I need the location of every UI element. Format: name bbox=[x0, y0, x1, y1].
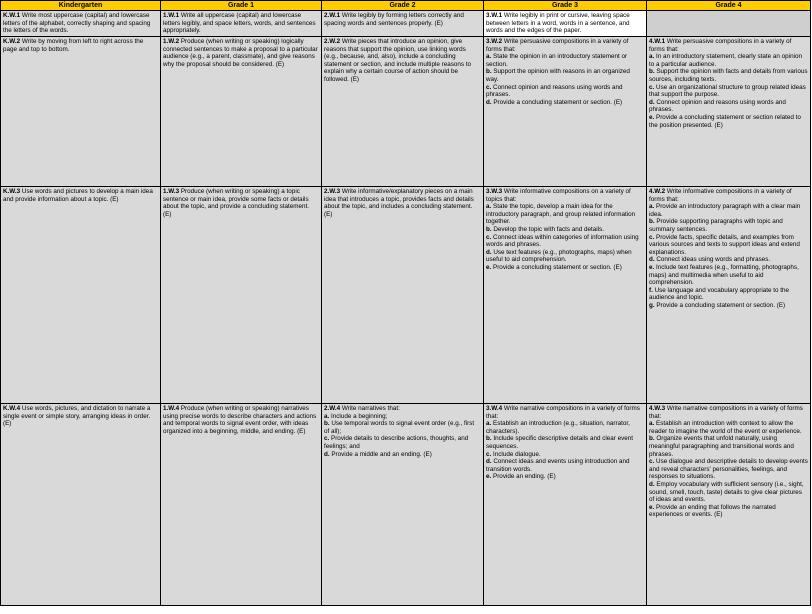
standard-text: Write narrative compositions in a variety of forms that: bbox=[486, 405, 640, 420]
cell-grade-4 bbox=[647, 404, 811, 606]
sub-item bbox=[649, 53, 808, 68]
sub-item-text: Provide a concluding statement or section. (E) bbox=[491, 263, 622, 271]
sub-item bbox=[649, 203, 808, 218]
standard-text: Write legibly in print or cursive, leaving space between letters in a word, words in a sentence, and words and the edges of the paper. bbox=[486, 12, 630, 35]
header-row bbox=[1, 1, 811, 11]
sub-item bbox=[649, 234, 808, 257]
sub-item bbox=[486, 203, 644, 226]
sub-item-text: Organize events that unfold naturally, using meaningful paragraphing and transitional words and phrases. bbox=[649, 435, 794, 458]
standard-text: Write informative/explanatory pieces on a main idea that introduces a topic, provides facts and details about the topic, and includes a concluding statement. (E) bbox=[324, 188, 474, 218]
sub-item bbox=[486, 53, 644, 68]
sub-item bbox=[486, 264, 644, 272]
sub-item bbox=[649, 68, 808, 83]
header-grade-2: Grade 2 bbox=[322, 1, 484, 11]
sub-item bbox=[324, 451, 481, 459]
sub-item-label: a. bbox=[486, 53, 492, 61]
sub-item-text: Include dialogue. bbox=[491, 450, 541, 458]
sub-item-label: d. bbox=[486, 458, 492, 466]
standard-code: 3.W.2 bbox=[486, 38, 503, 45]
standard-code: 2.W.3 bbox=[324, 188, 341, 195]
standard-code: 3.W.4 bbox=[486, 405, 503, 412]
sub-item-text: Provide a concluding statement or section related to the position presented. (E) bbox=[649, 113, 801, 129]
sub-item-text: Use language and vocabulary appropriate to the audience and topic. bbox=[649, 286, 790, 302]
sub-item-text: Use text features (e.g., photographs, maps) when useful to aid comprehension. bbox=[486, 248, 632, 264]
sub-item-label: b. bbox=[486, 435, 492, 443]
table-row bbox=[1, 11, 811, 37]
sub-item-label: c. bbox=[486, 450, 492, 458]
cell-grade-3 bbox=[484, 404, 647, 606]
sub-item-label: a. bbox=[324, 412, 330, 420]
standard-text: Write persuasive compositions in a variety of forms that: bbox=[486, 38, 629, 53]
standard-text: Write all uppercase (capital) and lowercase letters legibly, and space letters, words, and sentences appropriately. bbox=[163, 12, 316, 35]
sub-item-text: Employ vocabulary with sufficient sensory (i.e., sight, sound, smell, touch, taste) details to give clear pictures of ideas and events. bbox=[649, 480, 804, 504]
sub-item-text: Connect opinion and reasons using words and phrases. bbox=[649, 98, 786, 114]
sub-item-text: Develop the topic with facts and details. bbox=[491, 225, 604, 233]
standard-code: 1.W.2 bbox=[163, 38, 180, 45]
sub-item bbox=[486, 451, 644, 459]
sub-item-text: Connect ideas and events using introduction and transition words. bbox=[486, 458, 630, 473]
standard-code: 3.W.1 bbox=[486, 12, 503, 19]
sub-item-label: a. bbox=[649, 420, 655, 428]
sub-item-text: Include a beginning; bbox=[329, 412, 388, 420]
sub-item-label: d. bbox=[324, 450, 330, 458]
standard-text: Produce (when writing or speaking) logically connected sentences to make a proposal to a particular audience (e.g., a parent, classmate), and give reasons why the proposal should be considered. (E) bbox=[163, 38, 318, 68]
sub-item bbox=[486, 420, 644, 435]
standard-code: 1.W.3 bbox=[163, 188, 180, 195]
cell-kindergarten bbox=[1, 404, 161, 606]
sub-item bbox=[486, 226, 644, 234]
sub-item bbox=[649, 114, 808, 129]
sub-item-label: b. bbox=[649, 68, 655, 76]
sub-item-text: Provide an ending that follows the narrated experiences or events. (E) bbox=[649, 503, 776, 519]
sub-item-text: Establish an introduction with context to allow the reader to imagine the world of the event or experience. bbox=[649, 420, 802, 435]
cell-grade-2 bbox=[322, 37, 484, 187]
cell-grade-2 bbox=[322, 404, 484, 606]
sub-item bbox=[649, 264, 808, 287]
sub-item-label: a. bbox=[486, 203, 492, 211]
sub-item-label: c. bbox=[649, 83, 655, 91]
standard-code: K.W.3 bbox=[3, 188, 21, 195]
sub-item-text: Provide an introductory paragraph with a clear main idea. bbox=[649, 203, 801, 218]
sub-item-text: Connect opinion and reasons using words and phrases. bbox=[486, 83, 623, 99]
standard-text: Write informative compositions in a variety of forms that: bbox=[649, 188, 792, 203]
sub-item-text: Provide facts, specific details, and examples from various sources and texts to support ideas and extend explanations. bbox=[649, 233, 800, 256]
sub-item bbox=[649, 287, 808, 302]
sub-item bbox=[649, 435, 808, 458]
sub-item-label: e. bbox=[649, 263, 655, 271]
standard-text: Write informative compositions on a variety of topics that: bbox=[486, 188, 631, 203]
cell-grade-3 bbox=[484, 11, 647, 37]
standard-text: Write persuasive compositions in a variety of forms that: bbox=[649, 38, 792, 53]
sub-item-label: g. bbox=[649, 301, 655, 309]
sub-item-text: Provide a middle and an ending. (E) bbox=[329, 450, 432, 458]
standard-code: 1.W.4 bbox=[163, 405, 180, 412]
table-row bbox=[1, 37, 811, 187]
sub-item-label: c. bbox=[486, 233, 492, 241]
sub-item-text: Use an organizational structure to group related ideas that support the purpose. bbox=[649, 83, 806, 99]
sub-item bbox=[649, 218, 808, 233]
sub-item-label: c. bbox=[324, 435, 330, 443]
sub-item bbox=[486, 99, 644, 107]
table-row bbox=[1, 187, 811, 404]
sub-item-label: b. bbox=[486, 68, 492, 76]
standard-text: Write most uppercase (capital) and lowercase letters of the alphabet, correctly shaping and spacing the letters of the words. bbox=[3, 12, 151, 35]
standard-code: 4.W.2 bbox=[649, 188, 666, 195]
sub-item-label: c. bbox=[649, 458, 655, 466]
sub-item-text: Provide supporting paragraphs with topic and summary sentences. bbox=[649, 218, 783, 233]
sub-item-label: d. bbox=[486, 248, 492, 256]
cell-kindergarten bbox=[1, 11, 161, 37]
cell-grade-2 bbox=[322, 11, 484, 37]
standard-text: Produce (when writing or speaking) narratives using precise words to describe characters and actions and temporal words to signal event order, with ideas organized into a beginning, middle, and ending. (E) bbox=[163, 405, 317, 435]
sub-item-label: e. bbox=[486, 473, 492, 481]
cell-grade-4 bbox=[647, 37, 811, 187]
sub-item-text: Include specific descriptive details and clear event sequences. bbox=[486, 435, 634, 450]
cell-grade-3 bbox=[484, 187, 647, 404]
sub-item bbox=[649, 504, 808, 519]
sub-item-label: d. bbox=[649, 256, 655, 264]
sub-item-label: b. bbox=[649, 435, 655, 443]
sub-item bbox=[324, 413, 481, 421]
sub-item-label: a. bbox=[649, 203, 655, 211]
standard-text: Use words, pictures, and dictation to narrate a single event or simple story, arranging ideas in order. (E) bbox=[3, 405, 151, 428]
cell-grade-4 bbox=[647, 187, 811, 404]
standard-code: 3.W.3 bbox=[486, 188, 503, 195]
sub-item-text: State the topic, develop a main idea for the introductory paragraph, and group related information together. bbox=[486, 203, 636, 226]
sub-item bbox=[486, 84, 644, 99]
sub-item-label: e. bbox=[486, 263, 492, 271]
standard-code: 1.W.1 bbox=[163, 12, 180, 19]
sub-item-text: Include text features (e.g., formatting, photographs, maps) and multimedia when useful to aid comprehension. bbox=[649, 263, 799, 287]
sub-item-label: e. bbox=[649, 503, 655, 511]
sub-item bbox=[649, 256, 808, 264]
sub-item-text: Connect ideas using words and phrases. bbox=[654, 256, 771, 264]
standard-text: Write by moving from left to right across the page and top to bottom. bbox=[3, 38, 144, 53]
sub-item bbox=[486, 68, 644, 83]
table-row bbox=[1, 404, 811, 606]
sub-item-text: Use dialogue and descriptive details to develop events and reveal characters' personalities, feelings, and responses to situations. bbox=[649, 458, 808, 481]
sub-item-label: b. bbox=[324, 420, 330, 428]
sub-item-text: Support the opinion with reasons in an organized way. bbox=[486, 68, 630, 83]
cell-grade-4 bbox=[647, 11, 811, 37]
sub-item-text: Support the opinion with facts and details from various sources, including texts. bbox=[649, 68, 808, 83]
sub-item-text: Provide a concluding statement or section. (E) bbox=[491, 98, 623, 106]
cell-grade-1 bbox=[161, 187, 322, 404]
cell-grade-1 bbox=[161, 37, 322, 187]
sub-item-text: Provide details to describe actions, thoughts, and feelings; and bbox=[324, 435, 469, 450]
standard-text: Write narrative compositions in a variety of forms that: bbox=[649, 405, 803, 420]
sub-item bbox=[486, 234, 644, 249]
standard-text: Write narratives that: bbox=[340, 405, 400, 412]
sub-item-label: c. bbox=[649, 233, 655, 241]
standard-text: Use words and pictures to develop a main idea and provide information about a topic. (E) bbox=[3, 188, 153, 203]
standard-text: Write pieces that introduce an opinion, give reasons that support the opinion, use linking words (e.g., because, and, also), include a concluding statement or section, and include multiple reasons to explain why a certain course of action should be followed. (E) bbox=[324, 38, 472, 83]
standard-code: 4.W.3 bbox=[649, 405, 666, 412]
header-grade-4: Grade 4 bbox=[647, 1, 811, 11]
header-grade-1: Grade 1 bbox=[161, 1, 322, 11]
sub-item bbox=[649, 481, 808, 504]
cell-grade-3 bbox=[484, 37, 647, 187]
standard-code: 2.W.1 bbox=[324, 12, 341, 19]
sub-item-text: State the opinion in an introductory statement or section. bbox=[486, 53, 628, 68]
header-grade-3: Grade 3 bbox=[484, 1, 647, 11]
sub-item-text: Use temporal words to signal event order (e.g., first of all); bbox=[324, 420, 475, 435]
cell-grade-1 bbox=[161, 11, 322, 37]
sub-item-label: d. bbox=[649, 480, 655, 488]
sub-item bbox=[649, 84, 808, 99]
sub-item-text: Provide an ending. (E) bbox=[491, 473, 556, 481]
sub-item-label: b. bbox=[649, 218, 655, 226]
header-kindergarten: Kindergarten bbox=[1, 1, 161, 11]
cell-kindergarten bbox=[1, 187, 161, 404]
sub-item bbox=[486, 458, 644, 473]
standard-code: K.W.2 bbox=[3, 38, 21, 45]
sub-item-text: Connect ideas within categories of information using words and phrases. bbox=[486, 233, 639, 249]
sub-item-label: a. bbox=[649, 53, 655, 61]
standard-code: 4.W.1 bbox=[649, 38, 666, 45]
sub-item bbox=[649, 420, 808, 435]
sub-item-text: In an introductory statement, clearly state an opinion to a particular audience. bbox=[649, 53, 802, 68]
standard-text: Produce (when writing or speaking) a topic sentence or main idea, provide some facts or details about the topic, and provide a concluding statement. (E) bbox=[163, 188, 309, 218]
sub-item bbox=[486, 435, 644, 450]
sub-item bbox=[486, 473, 644, 481]
standard-code: K.W.1 bbox=[3, 12, 21, 19]
sub-item bbox=[649, 458, 808, 481]
sub-item-label: f. bbox=[649, 286, 653, 294]
sub-item-text: Provide a concluding statement or section. (E) bbox=[654, 301, 786, 309]
cell-kindergarten bbox=[1, 37, 161, 187]
cell-grade-1 bbox=[161, 404, 322, 606]
standard-code: 2.W.4 bbox=[324, 405, 341, 412]
sub-item-label: a. bbox=[486, 420, 492, 428]
sub-item-label: d. bbox=[486, 98, 492, 106]
sub-item bbox=[324, 420, 481, 435]
sub-item-label: c. bbox=[486, 83, 492, 91]
sub-item bbox=[486, 249, 644, 264]
standard-text: Write legibly by forming letters correctly and spacing words and sentences properly. (E) bbox=[324, 12, 464, 27]
sub-item-text: Establish an introduction (e.g., situation, narrator, characters). bbox=[486, 420, 630, 435]
sub-item-label: e. bbox=[649, 113, 655, 121]
standard-code: 2.W.2 bbox=[324, 38, 341, 45]
standard-code: K.W.4 bbox=[3, 405, 21, 412]
sub-item bbox=[324, 435, 481, 450]
sub-item-label: b. bbox=[486, 225, 492, 233]
sub-item bbox=[649, 302, 808, 310]
sub-item-label: d. bbox=[649, 98, 655, 106]
sub-item bbox=[649, 99, 808, 114]
cell-grade-2 bbox=[322, 187, 484, 404]
